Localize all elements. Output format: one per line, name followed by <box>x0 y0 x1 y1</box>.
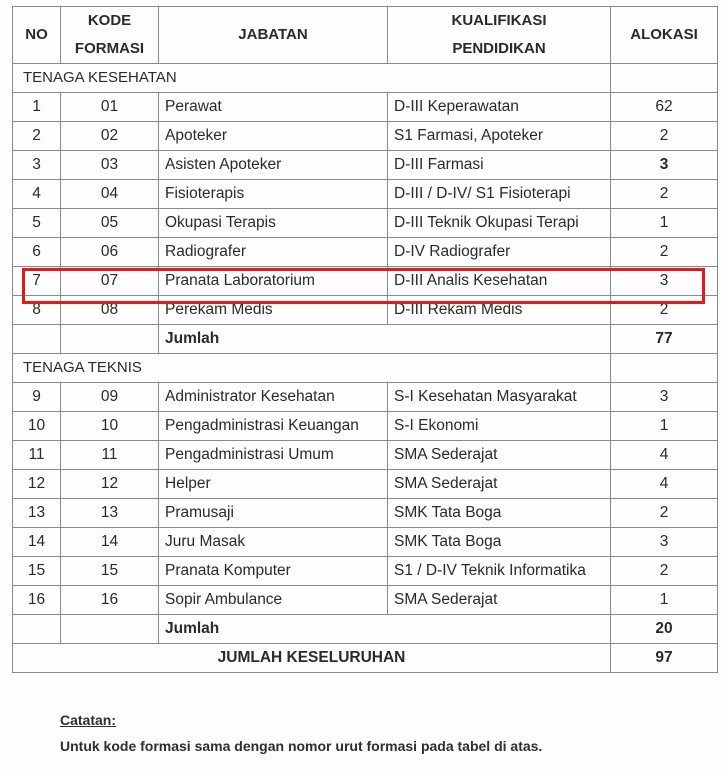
cell-jabatan: Pranata Laboratorium <box>159 267 388 296</box>
cell-kode: 07 <box>61 267 159 296</box>
table-row <box>13 296 718 325</box>
cell-alokasi: 1 <box>611 586 718 615</box>
cell-alokasi: 2 <box>611 238 718 267</box>
cell-kode: 04 <box>61 180 159 209</box>
total-label: JUMLAH KESELURUHAN <box>13 644 611 673</box>
cell-alokasi: 2 <box>611 122 718 151</box>
cell-kode: 02 <box>61 122 159 151</box>
cell-jabatan: Helper <box>159 470 388 499</box>
cell-kualifikasi: D-III Analis Kesehatan <box>388 267 611 296</box>
cell-alokasi: 2 <box>611 499 718 528</box>
table-row <box>13 238 718 267</box>
cell-alokasi: 2 <box>611 296 718 325</box>
cell-kualifikasi: SMA Sederajat <box>388 586 611 615</box>
formasi-table <box>12 6 718 673</box>
section-row <box>13 354 718 383</box>
cell-jabatan: Pramusaji <box>159 499 388 528</box>
cell-alokasi: 2 <box>611 180 718 209</box>
cell-no: 16 <box>13 586 61 615</box>
cell-alokasi: 3 <box>611 151 718 180</box>
cell-kode: 10 <box>61 412 159 441</box>
cell-kualifikasi: D-III / D-IV/ S1 Fisioterapi <box>388 180 611 209</box>
section-row <box>13 64 718 93</box>
subtotal-label: Jumlah <box>159 325 611 354</box>
table-row <box>13 93 718 122</box>
cell-no: 1 <box>13 93 61 122</box>
table-row <box>13 122 718 151</box>
table-row <box>13 180 718 209</box>
note-title: Catatan: <box>60 712 117 728</box>
cell-no: 14 <box>13 528 61 557</box>
cell-alokasi: 4 <box>611 441 718 470</box>
cell-no: 9 <box>13 383 61 412</box>
table-row <box>13 209 718 238</box>
cell-kualifikasi: S-I Kesehatan Masyarakat <box>388 383 611 412</box>
cell-kode: 08 <box>61 296 159 325</box>
cell-kualifikasi: D-III Teknik Okupasi Terapi <box>388 209 611 238</box>
cell-kode: 06 <box>61 238 159 267</box>
cell-kode: 09 <box>61 383 159 412</box>
cell-kualifikasi: SMA Sederajat <box>388 470 611 499</box>
total-row <box>13 644 718 673</box>
cell-no: 10 <box>13 412 61 441</box>
cell-jabatan: Radiografer <box>159 238 388 267</box>
total-value: 97 <box>611 644 718 673</box>
cell-jabatan: Administrator Kesehatan <box>159 383 388 412</box>
cell-kualifikasi: D-IV Radiografer <box>388 238 611 267</box>
header-kualifikasi-line2: PENDIDIKAN <box>452 40 546 57</box>
table-row <box>13 557 718 586</box>
cell-no: 15 <box>13 557 61 586</box>
cell-alokasi: 2 <box>611 557 718 586</box>
cell-alokasi: 3 <box>611 383 718 412</box>
header-alokasi: ALOKASI <box>611 7 718 64</box>
cell-jabatan: Perawat <box>159 93 388 122</box>
cell-alokasi: 1 <box>611 412 718 441</box>
note-block <box>60 712 542 754</box>
cell-no: 11 <box>13 441 61 470</box>
cell-alokasi: 3 <box>611 528 718 557</box>
cell-alokasi: 4 <box>611 470 718 499</box>
cell-kualifikasi: S1 / D-IV Teknik Informatika <box>388 557 611 586</box>
cell-kode: 15 <box>61 557 159 586</box>
table-row <box>13 470 718 499</box>
cell-no: 12 <box>13 470 61 499</box>
cell-kode: 12 <box>61 470 159 499</box>
cell-jabatan: Asisten Apoteker <box>159 151 388 180</box>
cell-jabatan: Fisioterapis <box>159 180 388 209</box>
cell-no: 8 <box>13 296 61 325</box>
cell-kualifikasi: D-III Rekam Medis <box>388 296 611 325</box>
section-title: TENAGA TEKNIS <box>13 354 611 383</box>
cell-jabatan: Juru Masak <box>159 528 388 557</box>
header-kode-formasi <box>61 7 159 64</box>
table-row <box>13 586 718 615</box>
note-text: Untuk kode formasi sama dengan nomor urut formasi pada tabel di atas. <box>60 738 543 754</box>
table-header-row <box>13 7 718 64</box>
cell-kode: 03 <box>61 151 159 180</box>
cell-alokasi: 62 <box>611 93 718 122</box>
cell-kualifikasi: S1 Farmasi, Apoteker <box>388 122 611 151</box>
cell-no: 4 <box>13 180 61 209</box>
cell-kualifikasi: SMK Tata Boga <box>388 499 611 528</box>
table-row <box>13 383 718 412</box>
cell-alokasi: 3 <box>611 267 718 296</box>
header-kualifikasi <box>388 7 611 64</box>
table-row-highlighted <box>13 267 718 296</box>
section-title: TENAGA KESEHATAN <box>13 64 611 93</box>
cell-jabatan: Pengadministrasi Umum <box>159 441 388 470</box>
cell-kualifikasi: S-I Ekonomi <box>388 412 611 441</box>
cell-kode: 05 <box>61 209 159 238</box>
subtotal-row <box>13 615 718 644</box>
cell-kualifikasi: D-III Keperawatan <box>388 93 611 122</box>
table-row <box>13 151 718 180</box>
table-row <box>13 441 718 470</box>
table-row <box>13 412 718 441</box>
cell-kode: 11 <box>61 441 159 470</box>
header-kualifikasi-line1: KUALIFIKASI <box>451 12 547 29</box>
table-row <box>13 499 718 528</box>
cell-kode: 14 <box>61 528 159 557</box>
table-row <box>13 528 718 557</box>
cell-kode: 16 <box>61 586 159 615</box>
cell-kualifikasi: SMK Tata Boga <box>388 528 611 557</box>
cell-kualifikasi: D-III Farmasi <box>388 151 611 180</box>
cell-jabatan: Okupasi Terapis <box>159 209 388 238</box>
cell-jabatan: Sopir Ambulance <box>159 586 388 615</box>
subtotal-label: Jumlah <box>159 615 611 644</box>
cell-kode: 13 <box>61 499 159 528</box>
header-jabatan: JABATAN <box>159 7 388 64</box>
subtotal-value: 77 <box>611 325 718 354</box>
cell-jabatan: Pranata Komputer <box>159 557 388 586</box>
cell-alokasi: 1 <box>611 209 718 238</box>
header-no: NO <box>13 7 61 64</box>
cell-kualifikasi: SMA Sederajat <box>388 441 611 470</box>
header-kode-line2: FORMASI <box>74 40 145 57</box>
cell-no: 7 <box>13 267 61 296</box>
table-body <box>13 64 718 673</box>
cell-no: 6 <box>13 238 61 267</box>
subtotal-value: 20 <box>611 615 718 644</box>
subtotal-row <box>13 325 718 354</box>
cell-kode: 01 <box>61 93 159 122</box>
cell-no: 3 <box>13 151 61 180</box>
cell-no: 5 <box>13 209 61 238</box>
cell-no: 13 <box>13 499 61 528</box>
cell-jabatan: Apoteker <box>159 122 388 151</box>
cell-jabatan: Perekam Medis <box>159 296 388 325</box>
header-kode-line1: KODE <box>87 12 132 29</box>
cell-no: 2 <box>13 122 61 151</box>
cell-jabatan: Pengadministrasi Keuangan <box>159 412 388 441</box>
